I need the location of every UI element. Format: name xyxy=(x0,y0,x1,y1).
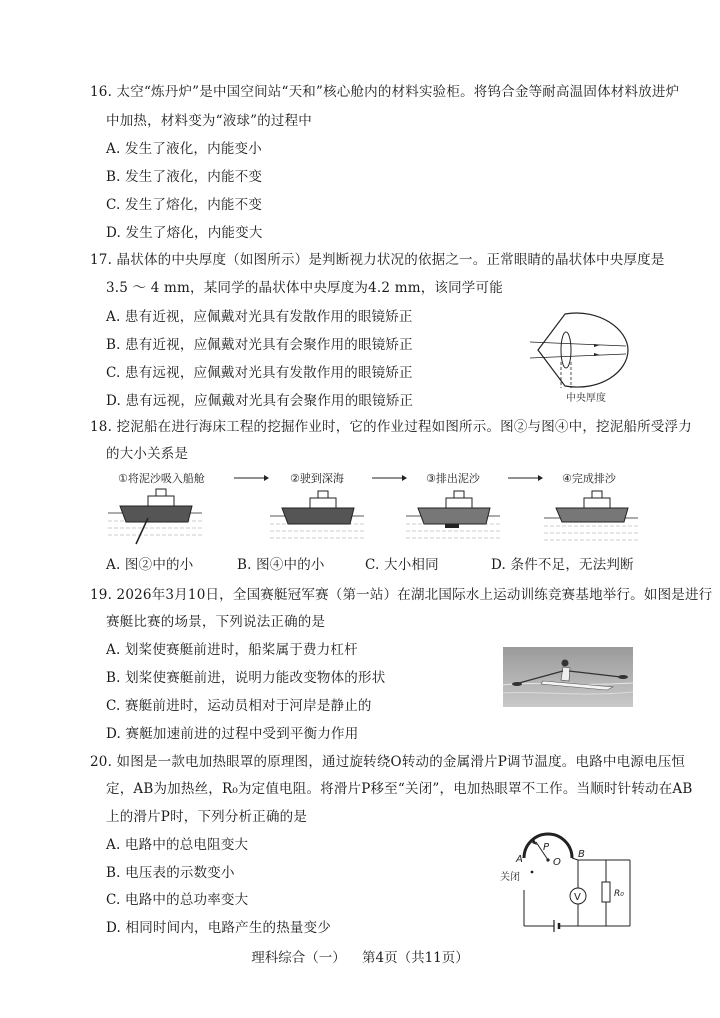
q17-option-c: C. 患有远视，应佩戴对光具有发散作用的眼镜矫正 xyxy=(106,365,413,381)
q17-stem-line2: 3.5 ～ 4 mm，某同学的晶状体中央厚度为4.2 mm，该同学可能 xyxy=(106,280,503,296)
q19-option-a: A. 划桨使赛艇前进时，船桨属于费力杠杆 xyxy=(106,642,358,658)
dredger-1 xyxy=(108,489,202,544)
slider-p-label: P xyxy=(543,842,550,853)
q20-option-b: B. 电压表的示数变小 xyxy=(106,865,235,881)
q16-stem-line2: 中加热，材料变为“液球”的过程中 xyxy=(106,113,313,129)
q17-stem-line1: 17. 晶状体的中央厚度（如图所示）是判断视力状况的依据之一。正常眼睛的晶状体中央厚度是 xyxy=(90,252,665,268)
q19-stem-line1: 19. 2026年3月10日，全国赛艇冠军赛（第一站）在湖北国际水上运动训练竞赛基地举行。如图是进行 xyxy=(90,587,713,603)
q17-option-b: B. 患有近视，应佩戴对光具有会聚作用的眼镜矫正 xyxy=(106,337,413,353)
q16-option-b: B. 发生了液化，内能不变 xyxy=(106,169,263,185)
q18-stem-line2: 的大小关系是 xyxy=(106,446,189,462)
footer-subject: 理科综合（一） xyxy=(251,950,346,966)
point-a-label: A xyxy=(516,854,523,865)
arrow-3 xyxy=(508,475,543,481)
q20-stem-line2: 定，AB为加热丝，R₀为定值电阻。将滑片P移至“关闭”，电加热眼罩不工作。当顺时针转动在AB xyxy=(106,781,693,797)
dredger-2 xyxy=(270,491,364,538)
page-footer xyxy=(0,946,720,966)
footer-page: 第4页（共11页） xyxy=(362,950,469,966)
q19-option-d: D. 赛艇加速前进的过程中受到平衡力作用 xyxy=(106,726,359,742)
eye-lens-figure xyxy=(530,300,640,408)
pivot-o-label: O xyxy=(553,857,561,868)
point-b-label: B xyxy=(578,849,585,860)
eye-figure-label: 中央厚度 xyxy=(566,393,606,404)
q16-option-c: C. 发生了熔化，内能不变 xyxy=(106,197,263,213)
step-3-label: ③排出泥沙 xyxy=(426,472,480,485)
off-position-label: 关闭 xyxy=(500,872,520,883)
q18-option-b: B. 图④中的小 xyxy=(237,557,325,573)
q19-option-b: B. 划桨使赛艇前进，说明力能改变物体的形状 xyxy=(106,670,386,686)
q16-option-a: A. 发生了液化，内能变小 xyxy=(106,141,262,157)
q17-option-d: D. 患有远视，应佩戴对光具有会聚作用的眼镜矫正 xyxy=(106,393,414,409)
step-1-label: ①将泥沙吸入船舱 xyxy=(118,472,205,485)
voltmeter-label: V xyxy=(574,892,581,903)
q18-option-a: A. 图②中的小 xyxy=(106,557,194,573)
q17-option-a: A. 患有近视，应佩戴对光具有发散作用的眼镜矫正 xyxy=(106,309,413,325)
q20-option-a: A. 电路中的总电阻变大 xyxy=(106,837,249,853)
q18-stem-line1: 18. 挖泥船在进行海床工程的挖掘作业时，它的作业过程如图所示。图②与图④中，挖泥船所受浮力 xyxy=(90,419,692,435)
dredger-3 xyxy=(406,491,500,538)
q20-option-d: D. 相同时间内，电路产生的热量变少 xyxy=(106,920,332,936)
dredger-4 xyxy=(544,491,638,540)
resistor-label: R₀ xyxy=(614,889,624,899)
q18-option-c: C. 大小相同 xyxy=(365,557,439,573)
rowing-photo xyxy=(503,647,633,707)
resistor-r0 xyxy=(602,882,610,902)
arrow-2 xyxy=(372,475,407,481)
q16-stem-line1: 16. 太空“炼丹炉”是中国空间站“天和”核心舱内的材料实验柜。将钨合金等耐高温固体材料放进炉 xyxy=(90,84,680,100)
q19-option-c: C. 赛艇前进时，运动员相对于河岸是静止的 xyxy=(106,698,372,714)
step-2-label: ②驶到深海 xyxy=(290,472,344,485)
q19-stem-line2: 赛艇比赛的场景，下列说法正确的是 xyxy=(106,614,326,630)
arrow-1 xyxy=(234,475,269,481)
q20-option-c: C. 电路中的总功率变大 xyxy=(106,892,249,908)
q16-option-d: D. 发生了熔化，内能变大 xyxy=(106,225,263,241)
step-4-label: ④完成排沙 xyxy=(562,472,616,485)
dredger-process-figure xyxy=(100,466,640,552)
q20-stem-line1: 20. 如图是一款电加热眼罩的原理图，通过旋转绕O转动的金属滑片P调节温度。电路中电源电压恒 xyxy=(90,754,686,770)
q18-option-d: D. 条件不足，无法判断 xyxy=(491,557,634,573)
heating-circuit-figure xyxy=(496,830,641,936)
q20-stem-line3: 上的滑片P时，下列分析正确的是 xyxy=(106,809,308,825)
